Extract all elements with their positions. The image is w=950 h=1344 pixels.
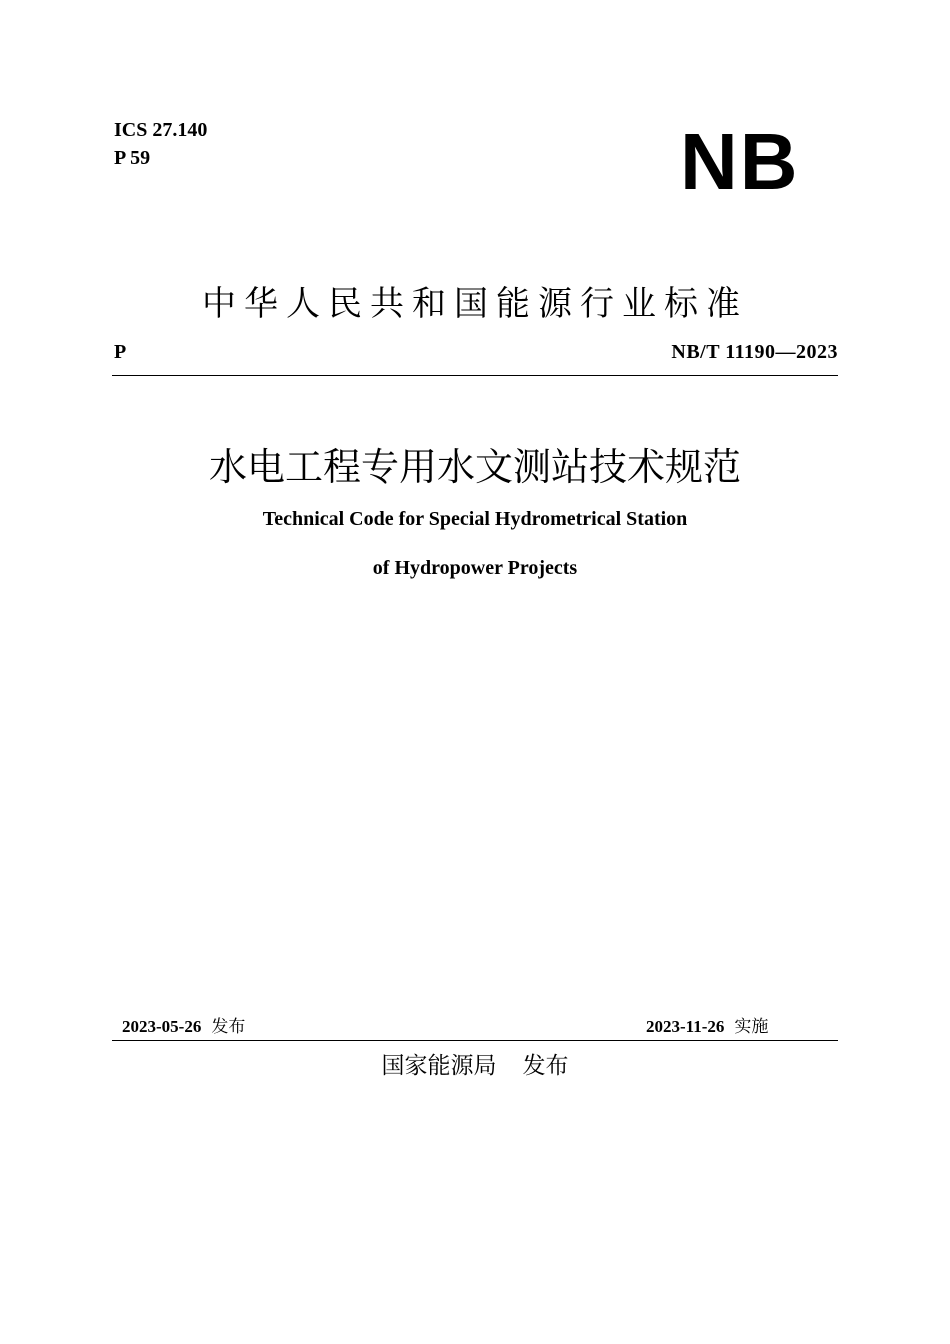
effective-date-value: 2023-11-26 (646, 1017, 725, 1036)
document-title-english-line-2: of Hydropower Projects (372, 557, 578, 579)
document-title-chinese: 水电工程专用水文测站技术规范 (208, 445, 741, 489)
publish-date-value: 2023-05-26 (122, 1017, 202, 1036)
ics-code: ICS 27.140 (114, 119, 208, 141)
publisher-name: 国家能源局 (381, 1053, 497, 1079)
effective-date-label: 实施 (734, 1017, 769, 1037)
footer-divider (112, 1040, 838, 1041)
document-title-english-line-1: Technical Code for Special Hydrometrical Station (262, 508, 688, 530)
standard-number: NB/T 11190—2023 (671, 341, 838, 363)
category-mark: P (114, 341, 127, 363)
header-divider (112, 375, 838, 376)
ccs-code: P 59 (114, 147, 151, 169)
publisher (0, 1050, 950, 1082)
nb-logo: NB (680, 117, 800, 206)
publish-date (122, 1016, 245, 1038)
publish-date-label: 发布 (211, 1017, 246, 1037)
issuer-title: 中华人民共和国能源行业标准 (202, 284, 748, 324)
publisher-word: 发布 (522, 1053, 569, 1079)
effective-date (646, 1016, 768, 1038)
